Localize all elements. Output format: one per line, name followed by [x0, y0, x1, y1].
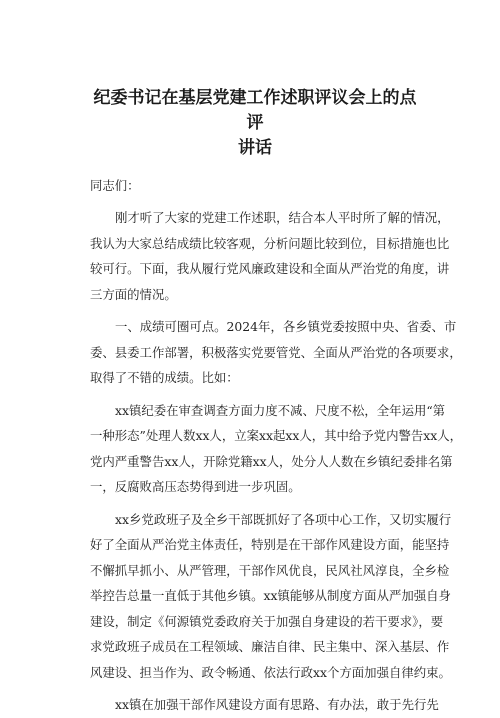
paragraph-line: 求党政班子成员在工程领域、廉洁自律、民主集中、深入基层、作: [90, 639, 450, 654]
paragraph-line: xx乡党政班子及全乡干部既抓好了各项中心工作，又切实履行: [115, 511, 452, 527]
paragraph-4: [90, 507, 452, 686]
paragraph-line: 风建设、担当作为、政令畅通、依法行政xx个方面加强自律约束。: [90, 664, 451, 680]
paragraph-3: [90, 398, 463, 500]
paragraph-line: 取得了不错的成绩。比如：: [90, 370, 239, 385]
paragraph-line: 一种形态”处理人数xx人，立案xx起xx人，其中给予党内警告xx人，: [90, 428, 463, 443]
paragraph-line: 委、县委工作部署，积极落实党要管党、全面从严治党的各项要求，: [90, 344, 462, 360]
paragraph-line: 我认为大家总结成绩比较客观，分析问题比较到位，目标措施也比: [90, 235, 450, 251]
paragraph-5: [90, 692, 439, 718]
paragraph-line: 党内严重警告xx人，开除党籍xx人，处分人人数在乡镇纪委排名第: [90, 453, 453, 469]
paragraph-line: xx镇在加强干部作风建设方面有思路、有办法，敢于先行先: [115, 697, 439, 712]
paragraph-2: [90, 314, 462, 391]
salutation: 同志们：: [90, 178, 140, 193]
paragraph-line: 一、成绩可圈可点。2024年，各乡镇党委按照中央、省委、市: [115, 319, 457, 334]
paragraph-line: 三方面的情况。: [90, 286, 177, 302]
title-line-1: 纪委书记在基层党建工作述职评议会上的点评: [93, 88, 417, 133]
paragraph-line: 不懈抓早抓小、从严管理，干部作风优良，民风社风淳良，全乡检: [90, 562, 450, 578]
title-line-2: 讲话: [238, 138, 272, 158]
paragraph-line: 一，反腐败高压态势得到进一步巩固。: [90, 479, 301, 494]
paragraph-line: 刚才听了大家的党建工作述职，结合本人平时所了解的情况，: [115, 210, 450, 225]
paragraph-1: [90, 205, 450, 307]
paragraph-line: 举控告总量一直低于其他乡镇。xx镇能够从制度方面从严加强自身: [90, 588, 451, 603]
document-title: [90, 86, 420, 161]
paragraph-line: 建设，制定《何源镇党委政府关于加强自身建设的若干要求》，要: [90, 613, 444, 629]
paragraph-line: 较可行。下面，我从履行党风廉政建设和全面从严治党的角度，讲: [90, 261, 450, 276]
paragraph-line: xx镇纪委在审查调查方面力度不减、尺度不松，全年运用“第: [115, 402, 446, 418]
paragraph-line: 好了全面从严治党主体责任，特别是在干部作风建设方面，能坚持: [90, 537, 450, 552]
